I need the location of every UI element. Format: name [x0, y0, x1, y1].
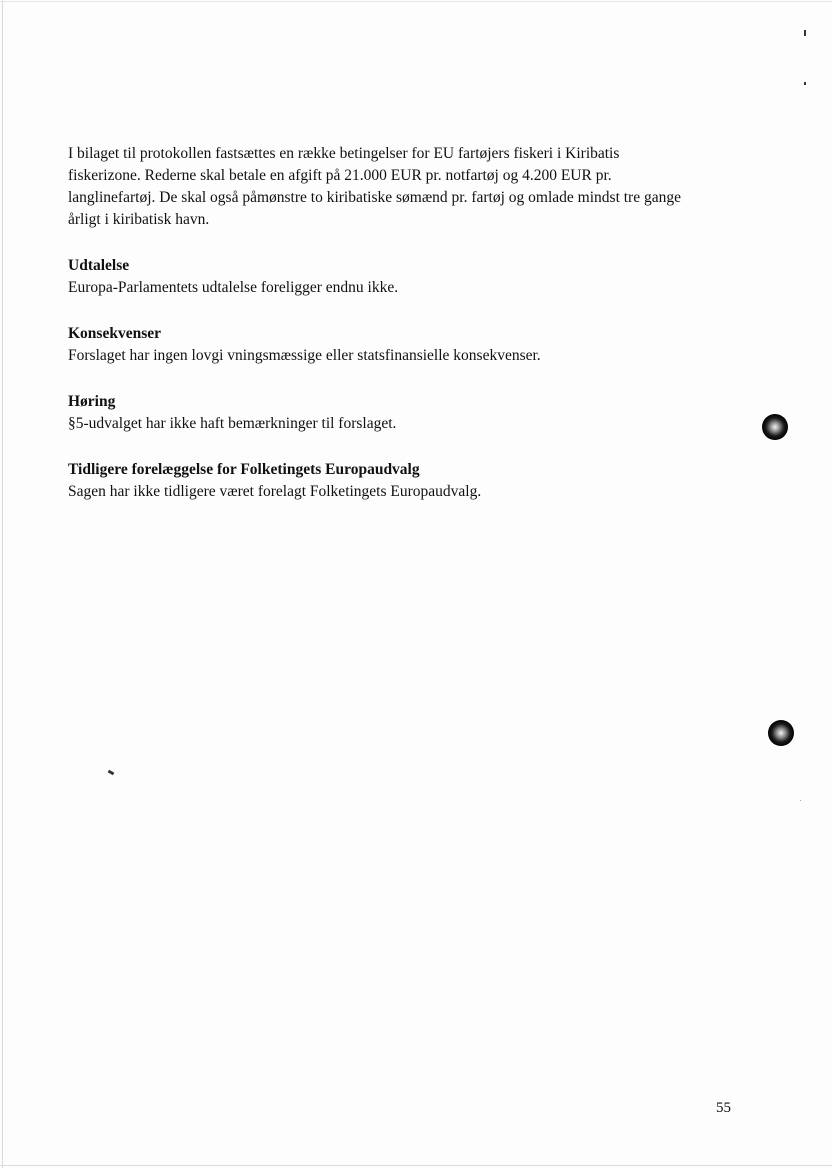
scan-edge-bottom	[0, 1165, 832, 1166]
intro-line: I bilaget til protokollen fastsættes en række betingelser for EU fartøjers fiskeri i Kiribatis	[68, 145, 620, 162]
scan-speck	[804, 30, 806, 36]
intro-line: årligt i kiribatisk havn.	[68, 211, 210, 228]
scan-speck	[800, 800, 801, 801]
page-number: 55	[716, 1100, 731, 1116]
section-tidligere-forelaeggelse	[68, 459, 758, 503]
section-body: Sagen har ikke tidligere været forelagt Folketingets Europaudvalg.	[68, 483, 482, 500]
punch-hole	[768, 720, 794, 746]
intro-line: langlinefartøj. De skal også påmønstre to kiribatiske sømænd pr. fartøj og omlade mindst tre gange	[68, 189, 681, 206]
section-body: §5-udvalget har ikke haft bemærkninger til forslaget.	[68, 415, 397, 432]
section-heading: Tidligere forelæggelse for Folketingets Europaudvalg	[68, 461, 420, 478]
section-horing	[68, 391, 758, 435]
scan-speck	[804, 82, 806, 85]
section-heading: Udtalelse	[68, 257, 130, 274]
document-body	[68, 143, 758, 503]
scan-speck	[108, 770, 115, 776]
section-heading: Konsekvenser	[68, 325, 161, 342]
section-body: Europa-Parlamentets udtalelse foreligger endnu ikke.	[68, 279, 399, 296]
intro-line: fiskerizone. Rederne skal betale en afgift på 21.000 EUR pr. notfartøj og 4.200 EUR pr.	[68, 167, 612, 184]
intro-paragraph	[68, 143, 758, 231]
section-udtalelse	[68, 255, 758, 299]
section-konsekvenser	[68, 323, 758, 367]
punch-hole	[762, 414, 788, 440]
section-heading: Høring	[68, 393, 116, 410]
scan-edge-left	[2, 0, 3, 1168]
scan-edge-top	[0, 1, 832, 2]
section-body: Forslaget har ingen lovgi vningsmæssige eller statsfinansielle konsekvenser.	[68, 347, 541, 364]
